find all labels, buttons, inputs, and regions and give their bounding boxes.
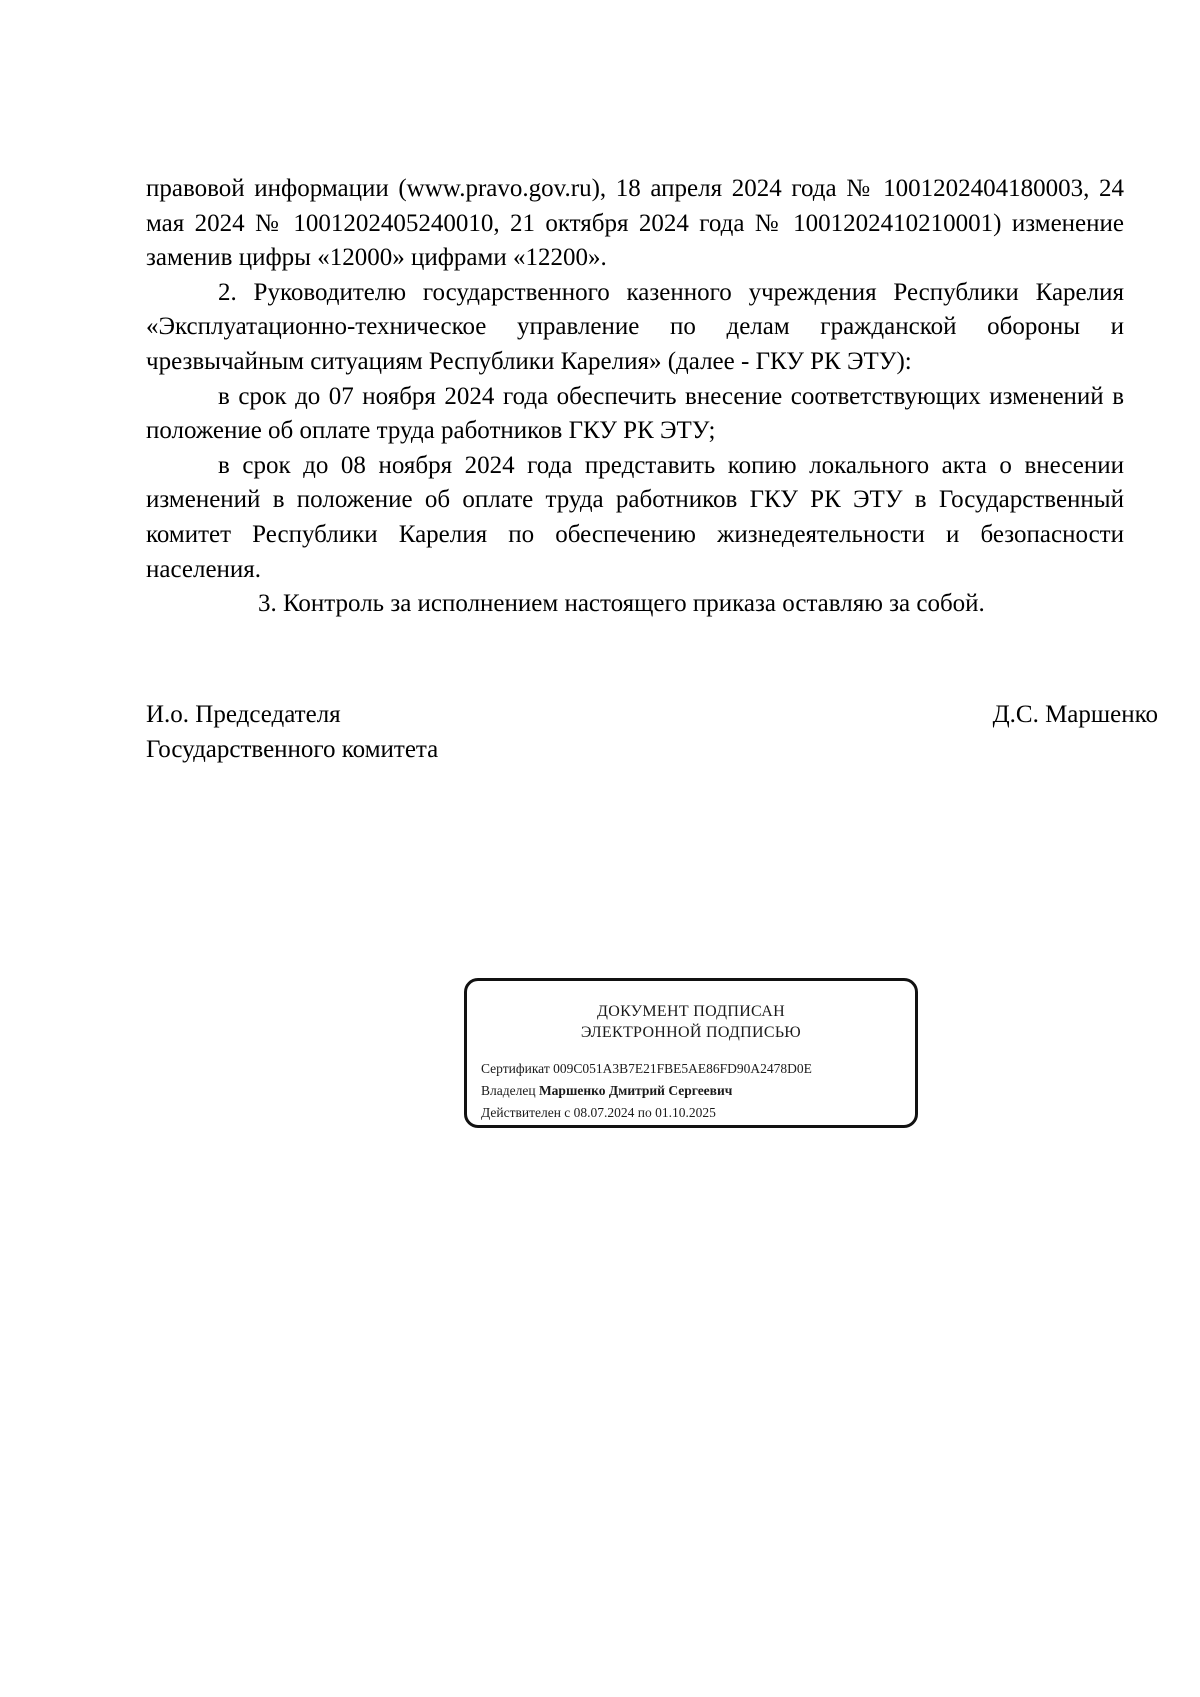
paragraph-item-2: 2. Руководителю государственного казенного учреждения Республики Карелия «Эксплуатационно-техническое управление по делам гражданской обороны и чрезвычайным ситуациям Республики Карелия» (далее - ГКУ РК ЭТУ): [146, 278, 1124, 375]
stamp-owner-label: Владелец [481, 1083, 536, 1098]
signatory-name: Д.С. Маршенко [992, 701, 1158, 728]
signatory-position [146, 698, 438, 767]
document-body [146, 172, 1124, 622]
stamp-valid-to: 01.10.2025 [655, 1105, 716, 1120]
paragraph-continuation: правовой информации (www.pravo.gov.ru), 18 апреля 2024 года № 1001202404180003, 24 мая 2024 № 1001202405240010, 21 октября 2024 года № 1001202410210001) изменение заменив цифры «12000» цифрами «12200». [146, 175, 1124, 272]
stamp-owner-line [481, 1080, 812, 1102]
stamp-title-line-2: ЭЛЕКТРОННОЙ ПОДПИСЬЮ [580, 1024, 802, 1041]
stamp-valid-to-label: по [637, 1105, 652, 1120]
stamp-title-line-1: ДОКУМЕНТ ПОДПИСАН [597, 1003, 785, 1020]
electronic-signature-stamp [464, 978, 918, 1128]
stamp-owner-value: Маршенко Дмитрий Сергеевич [538, 1083, 733, 1098]
stamp-title [467, 1001, 915, 1043]
paragraph-item-3: 3. Контроль за исполнением настоящего приказа оставляю за собой. [258, 590, 985, 618]
signatory-position-line-2: Государственного комитета [146, 735, 439, 763]
stamp-certificate-line [481, 1058, 812, 1080]
paragraph-subitem-deadline-1: в срок до 07 ноября 2024 года обеспечить внесение соответствующих изменений в положение об оплате труда работников ГКУ РК ЭТУ; [146, 382, 1124, 445]
stamp-validity-line [481, 1102, 812, 1124]
signatory-position-line-1: И.о. Председателя [146, 701, 341, 728]
stamp-valid-from: 08.07.2024 [573, 1105, 635, 1120]
stamp-details [481, 1058, 812, 1124]
stamp-valid-label: Действителен с [481, 1105, 571, 1120]
paragraph-subitem-deadline-2: в срок до 08 ноября 2024 года представить копию локального акта о внесении изменений в положение об оплате труда работников ГКУ РК ЭТУ в Государственный комитет Республики Карелия по обеспечению жизнедеятельности и безопасности населения. [146, 451, 1124, 583]
stamp-certificate-label: Сертификат [481, 1061, 550, 1076]
stamp-certificate-value: 009C051A3B7E21FBE5AE86FD90A2478D0E [553, 1061, 812, 1076]
